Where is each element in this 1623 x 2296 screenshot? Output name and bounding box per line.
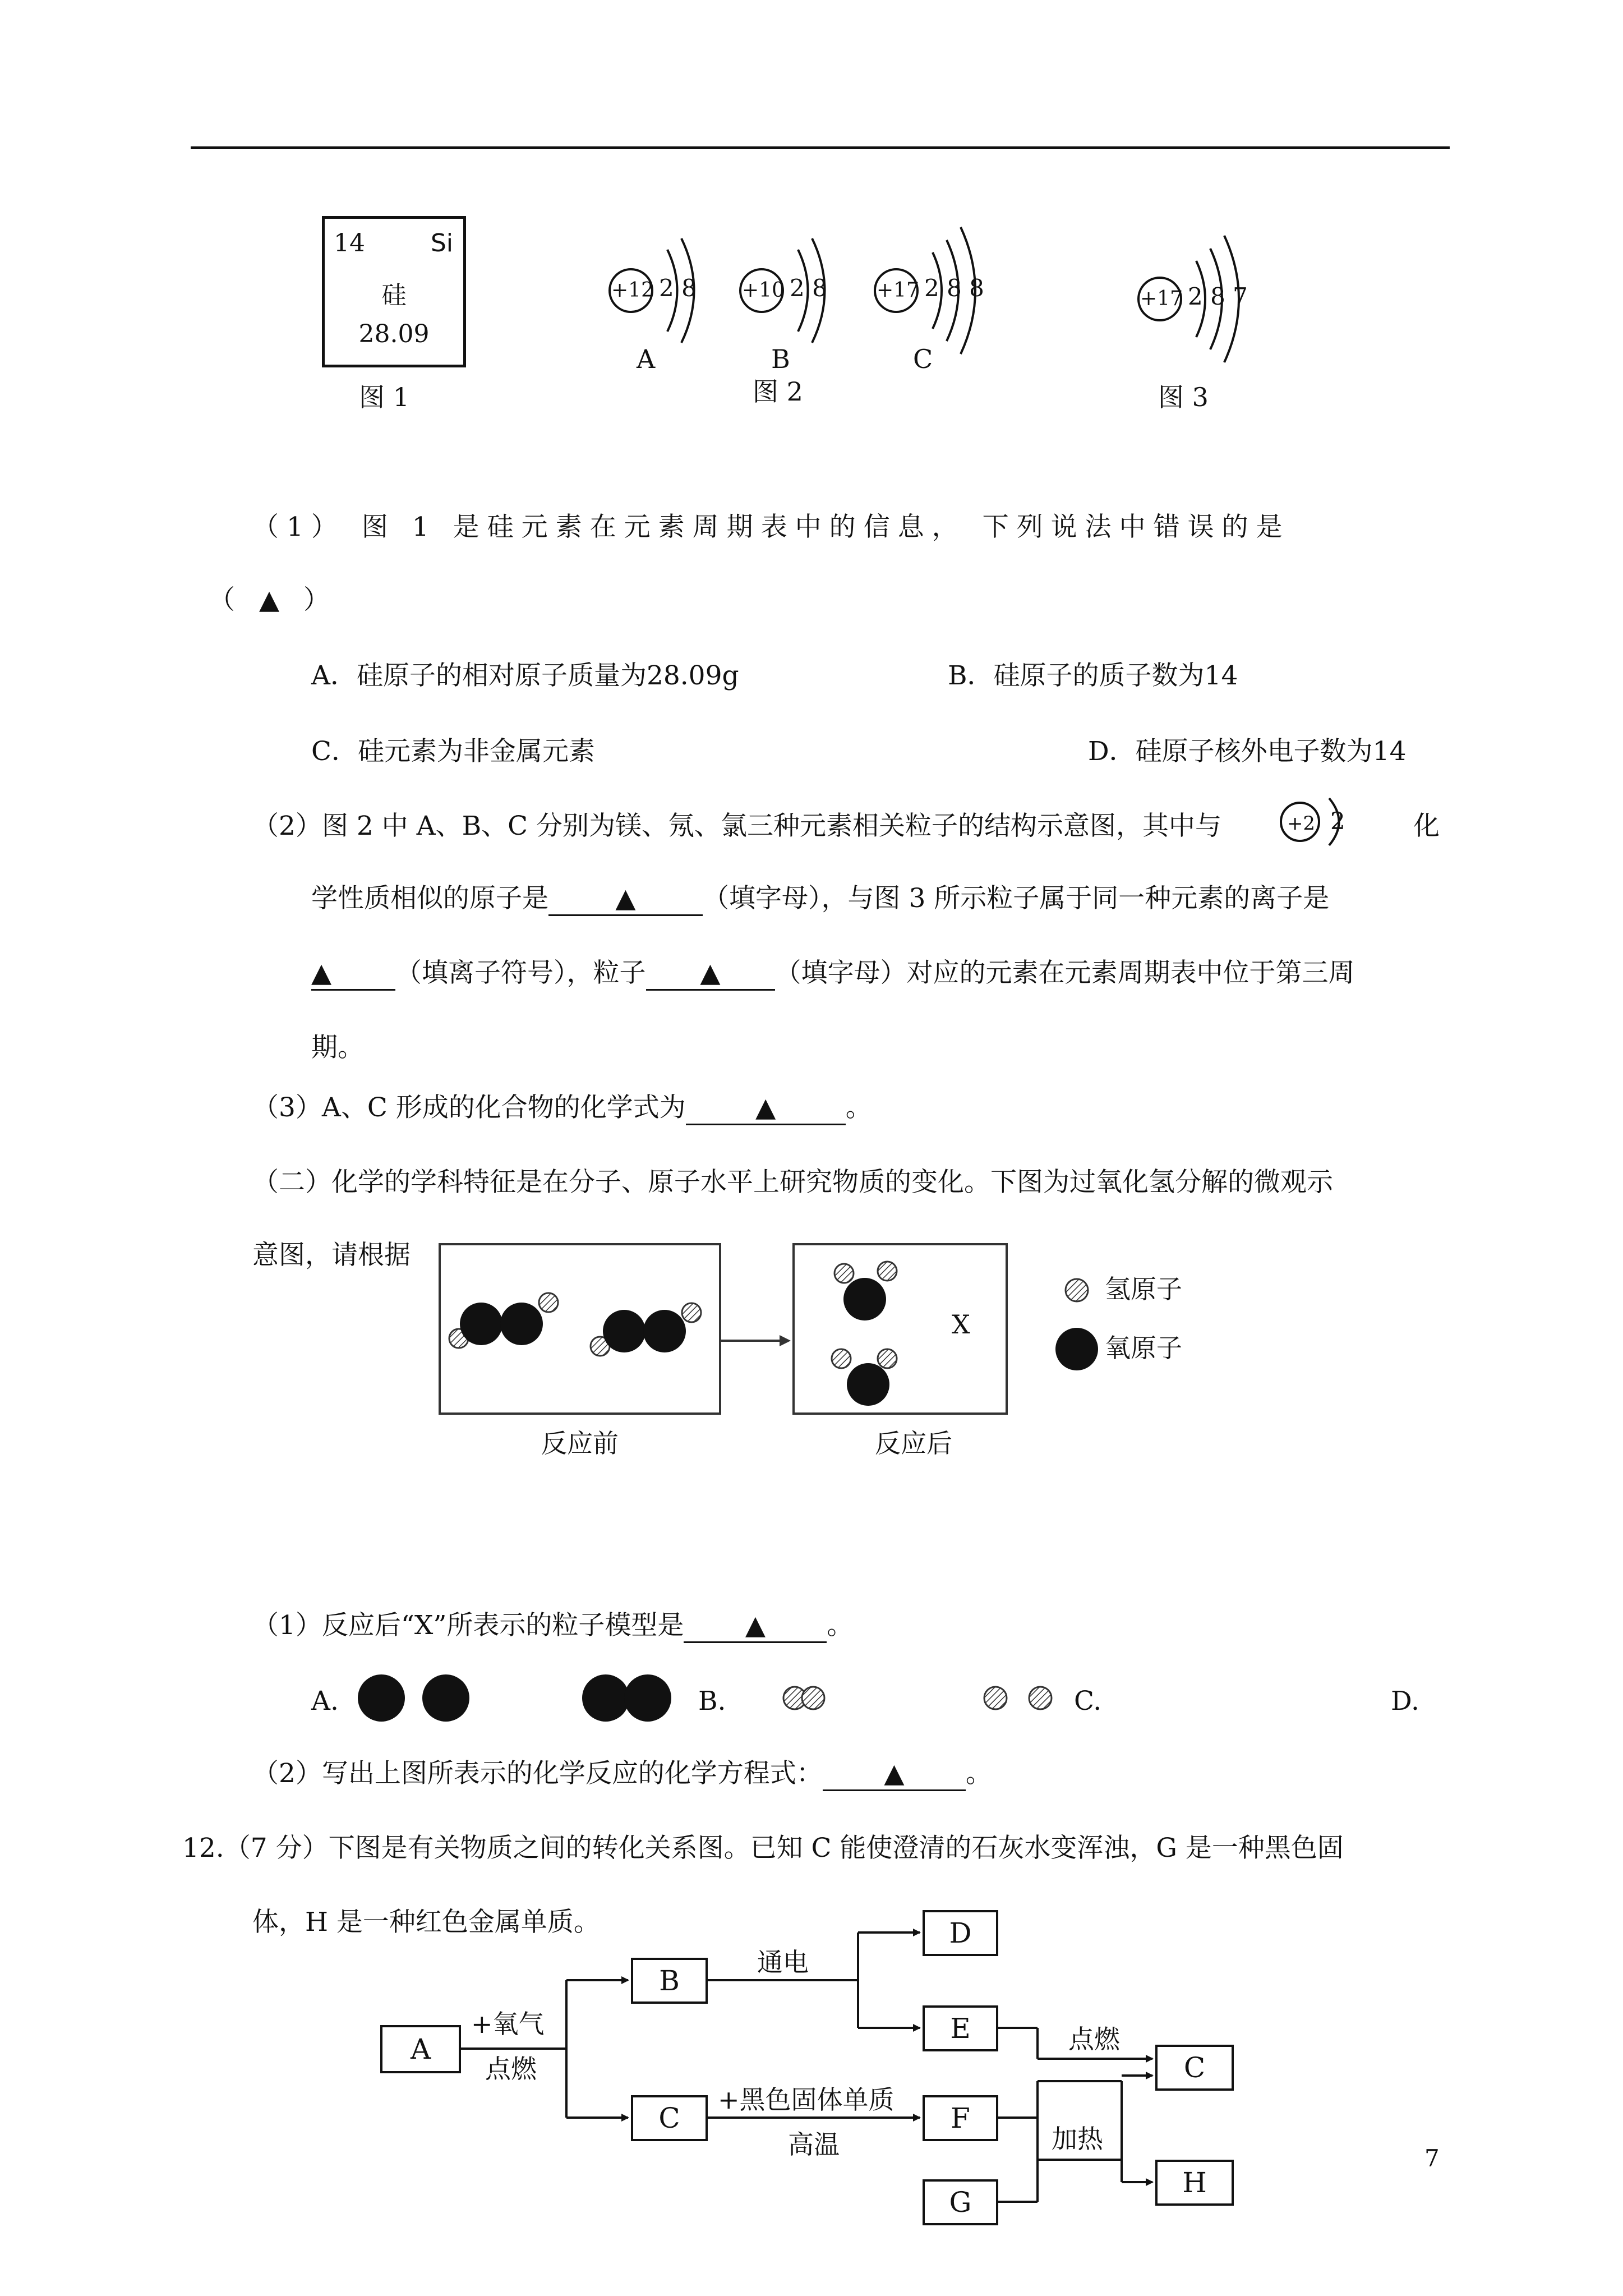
- shells-fig3-label: 2 8 7: [1188, 283, 1248, 310]
- fig3-caption: 图 3: [1158, 382, 1209, 412]
- q2-line2a: 学性质相似的原子是: [311, 883, 548, 914]
- flow-box-f: [923, 2095, 998, 2141]
- q3-text: （3）A、C 形成的化合物的化学式为: [252, 1092, 686, 1123]
- q12-line1: 12.（7 分）下图是有关物质之间的转化关系图。已知 C 能使澄清的石灰水变浑浊，G 是一种黑色固: [182, 1833, 1344, 1864]
- q2-line1b: 化: [1413, 811, 1440, 841]
- flow-box-c-label: C: [658, 2102, 680, 2134]
- flow-box-c2: [1155, 2045, 1234, 2091]
- fig2-caption: 图 2: [753, 376, 803, 407]
- sub2-text: （2）写出上图所表示的化学反应的化学方程式：: [252, 1758, 823, 1789]
- legend-oxygen-label: 氧原子: [1105, 1333, 1182, 1363]
- flow-box-a-label: A: [410, 2033, 431, 2065]
- atom-A-label: A: [637, 344, 656, 374]
- atom-C-label: C: [913, 344, 933, 374]
- shells-A-label: 2 8: [659, 274, 697, 302]
- answer-blank-atom[interactable]: ▲: [548, 883, 703, 916]
- q1-option-d: D．硅原子核外电子数为14: [1088, 736, 1407, 767]
- sub1-option-a: A.: [311, 1686, 339, 1717]
- sub1-text: （1）反应后“X”所表示的粒子模型是: [252, 1610, 684, 1641]
- element-name: 硅: [381, 281, 407, 310]
- flow-box-h-label: H: [1182, 2166, 1207, 2199]
- before-caption: 反应前: [541, 1428, 619, 1458]
- q12-line2: 体，H 是一种红色金属单质。: [252, 1907, 600, 1938]
- flow-label-electrolysis: 通电: [757, 1947, 809, 1977]
- flow-label-high-temp: 高温: [788, 2129, 840, 2160]
- flow-label-black-solid: +黑色固体单质: [718, 2085, 895, 2115]
- flow-box-e-label: E: [950, 2012, 971, 2045]
- answer-blank-ion[interactable]: ▲: [311, 958, 395, 991]
- sub1-option-b: B.: [698, 1686, 726, 1717]
- nucleus-B-label: +10: [742, 279, 785, 302]
- flow-box-f-label: F: [951, 2102, 970, 2134]
- nucleus-fig3-label: +17: [1140, 287, 1183, 310]
- legend-hydrogen-label: 氢原子: [1105, 1274, 1182, 1304]
- fig1-caption: 图 1: [359, 382, 409, 412]
- q3-end: 。: [845, 1092, 872, 1123]
- shells-B-label: 2 8: [790, 274, 827, 302]
- answer-blank-period[interactable]: ▲: [646, 958, 775, 991]
- atom-B-label: B: [771, 344, 790, 374]
- inline-atom-shell-label: 2: [1330, 807, 1345, 835]
- q1-line1: （1） 图 1 是硅元素在元素周期表中的信息， 下列说法中错误的是: [252, 512, 1290, 542]
- flow-box-h: [1155, 2160, 1234, 2206]
- nucleus-A-label: +12: [611, 279, 654, 302]
- flow-label-heat: 加热: [1052, 2124, 1103, 2154]
- shells-C-label: 2 8 8: [924, 274, 984, 302]
- q2-line2b: （填字母），与图 3 所示粒子属于同一种元素的离子是: [703, 883, 1330, 914]
- q1-option-a: A．硅原子的相对原子质量为28.09g: [311, 660, 739, 691]
- flow-box-b: [631, 1958, 708, 2004]
- q2-line3b: （填字母）对应的元素在元素周期表中位于第三周: [774, 958, 1355, 988]
- sub1-end: 。: [827, 1610, 854, 1641]
- flow-box-e: [923, 2005, 998, 2051]
- sub2-end: 。: [965, 1758, 992, 1789]
- nucleus-C-label: +17: [877, 279, 919, 302]
- answer-blank-model[interactable]: ▲: [684, 1610, 827, 1643]
- after-caption: 反应后: [875, 1428, 952, 1458]
- q1-option-c: C．硅元素为非金属元素: [311, 736, 595, 767]
- x-label: X: [952, 1309, 970, 1340]
- element-symbol: Si: [430, 229, 453, 257]
- q2-line1a: （2）图 2 中 A、B、C 分别为镁、氖、氯三种元素相关粒子的结构示意图，其中与: [252, 811, 1222, 841]
- q1-option-b: B．硅原子的质子数为14: [948, 660, 1238, 691]
- flow-box-a: [380, 2025, 461, 2073]
- inline-atom-nucleus-label: +2: [1287, 812, 1316, 835]
- flow-box-g-label: G: [949, 2186, 972, 2219]
- atomic-number: 14: [334, 229, 365, 257]
- part2-line1: （二）化学的学科特征是在分子、原子水平上研究物质的变化。下图为过氧化氢分解的微观示: [252, 1167, 1333, 1198]
- flow-box-b-label: B: [659, 1964, 680, 1997]
- q1-line2: （ ▲ ）: [209, 585, 338, 615]
- sub1-option-d: D.: [1391, 1686, 1419, 1717]
- sub1-option-c: C.: [1074, 1686, 1102, 1717]
- answer-blank-equation[interactable]: ▲: [823, 1758, 966, 1791]
- q2-line3a: （填离子符号），粒子: [395, 958, 646, 988]
- flow-label-ignite2: 点燃: [1068, 2024, 1120, 2054]
- flow-box-d: [923, 1910, 998, 1956]
- flow-box-d-label: D: [949, 1917, 972, 1949]
- answer-blank-formula[interactable]: ▲: [686, 1092, 846, 1125]
- flow-box-g: [923, 2179, 998, 2225]
- part2-line2: 意图，请根据: [252, 1240, 411, 1271]
- flow-label-oxygen: +氧气: [471, 2009, 545, 2039]
- q2-line4: 期。: [311, 1032, 364, 1063]
- page-number: 7: [1424, 2145, 1440, 2172]
- flow-box-c2-label: C: [1183, 2051, 1206, 2084]
- atomic-mass: 28.09: [358, 320, 430, 348]
- flow-label-ignite: 点燃: [485, 2054, 537, 2084]
- flow-box-c: [631, 2095, 708, 2141]
